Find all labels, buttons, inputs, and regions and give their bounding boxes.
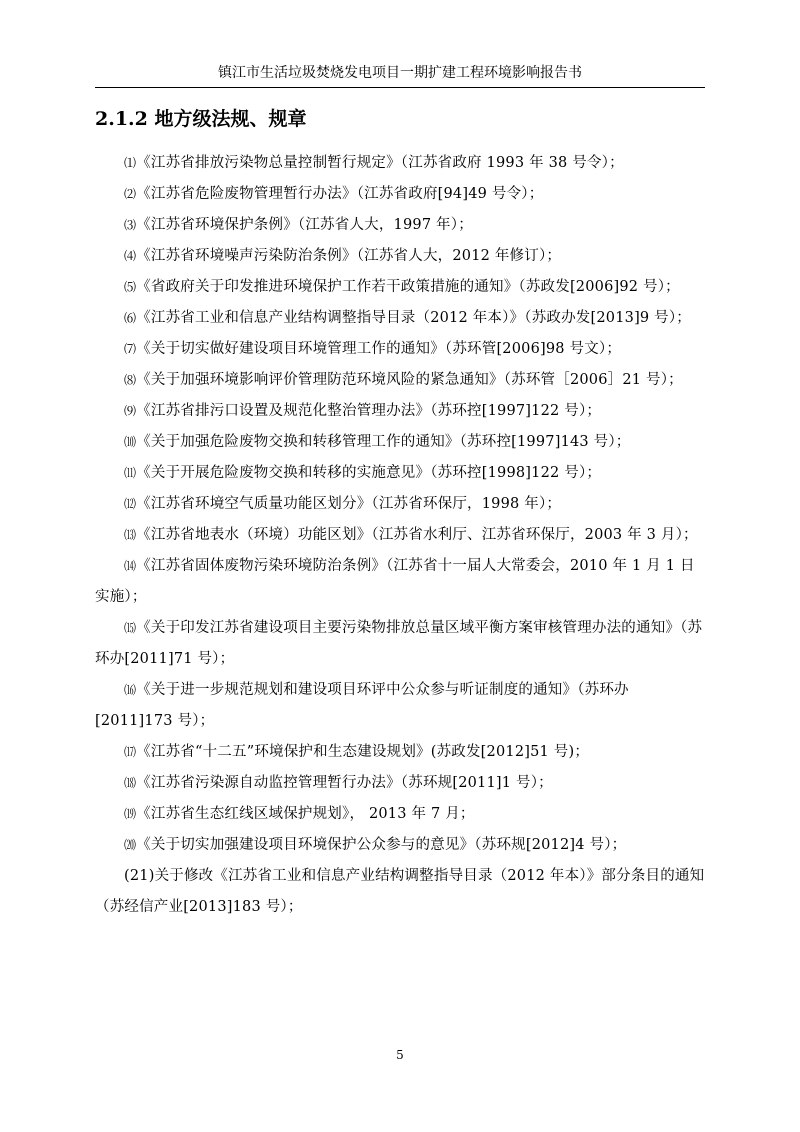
item-number: ⑻ — [124, 373, 137, 387]
item-text: 《关于加强危险废物交换和转移管理工作的通知》（苏环控[1997]143 号）； — [136, 434, 631, 450]
list-item — [95, 179, 705, 210]
item-number: ⒇ — [124, 838, 137, 852]
list-item — [95, 830, 705, 861]
item-number: ⑵ — [124, 187, 137, 201]
list-item — [95, 551, 705, 613]
item-text: 《江苏省固体废物污染环境防治条例》（江苏省十一届人大常委会，2010 年 1 月 1 日实施）； — [95, 558, 695, 605]
item-text: 关于修改《江苏省工业和信息产业结构调整指导目录（2012 年本）》部分条目的通知（苏经信产业[2013]183 号）； — [95, 868, 705, 915]
item-text: 《江苏省污染源自动监控管理暂行办法》（苏环规[2011]1 号）； — [136, 775, 553, 791]
item-text: 《省政府关于印发推进环境保护工作若干政策措施的通知》（苏政发[2006]92 号）； — [136, 279, 680, 295]
item-text: 《江苏省排污口设置及规范化整治管理办法》（苏环控[1997]122 号）； — [136, 403, 602, 419]
item-number: ⑽ — [124, 435, 137, 449]
item-text: 《江苏省环境保护条例》（江苏省人大，1997 年）； — [136, 217, 473, 233]
item-text: 《江苏省环境噪声污染防治条例》（江苏省人大，2012 年修订）； — [136, 248, 562, 264]
list-item — [95, 737, 705, 768]
list-item — [95, 675, 705, 737]
list-item — [95, 799, 705, 830]
section-title: 2.1.2 地方级法规、规章 — [95, 108, 307, 130]
item-number: ⒀ — [124, 528, 137, 542]
item-number: (21) — [124, 868, 155, 884]
item-text: 《关于开展危险废物交换和转移的实施意见》（苏环控[1998]122 号）； — [136, 465, 602, 481]
item-number: ⑼ — [124, 404, 137, 418]
list-item — [95, 768, 705, 799]
item-text: 《关于切实加强建设项目环境保护公众参与的意见》（苏环规[2012]4 号）； — [136, 837, 627, 853]
list-item — [95, 489, 705, 520]
item-text: 《江苏省工业和信息产业结构调整指导目录（2012 年本）》（苏政办发[2013]9 号）； — [136, 310, 692, 326]
list-item — [95, 303, 705, 334]
item-number: ⑸ — [124, 280, 137, 294]
item-text: 《关于切实做好建设项目环境管理工作的通知》（苏环管[2006]98 号文）； — [136, 341, 622, 357]
list-item — [95, 210, 705, 241]
item-text: 《江苏省生态红线区域保护规划》， 2013 年 7 月； — [136, 806, 475, 822]
item-number: ⑴ — [124, 156, 137, 170]
item-number: ⑾ — [124, 466, 137, 480]
list-item — [95, 427, 705, 458]
list-item — [95, 458, 705, 489]
item-number: ⑹ — [124, 311, 137, 325]
header-rule — [95, 87, 705, 88]
list-item — [95, 613, 705, 675]
page-number: 5 — [396, 1048, 404, 1062]
item-number: ⒅ — [124, 776, 137, 790]
item-number: ⑺ — [124, 342, 137, 356]
list-item — [95, 334, 705, 365]
item-text: 《关于进一步规范规划和建设项目环评中公众参与听证制度的通知》（苏环办[2011]173 号）； — [95, 682, 629, 729]
item-text: 《江苏省“十二五”环境保护和生态建设规划》(苏政发[2012]51 号)； — [136, 744, 590, 760]
list-item — [95, 148, 705, 179]
list-item — [95, 396, 705, 427]
item-number: ⑷ — [124, 249, 137, 263]
item-number: ⒂ — [124, 621, 137, 635]
regulation-list — [95, 148, 705, 923]
list-item — [95, 365, 705, 396]
item-text: 《关于加强环境影响评价管理防范环境风险的紧急通知》（苏环管［2006］21 号）； — [136, 372, 683, 388]
running-header: 镇江市生活垃圾焚烧发电项目一期扩建工程环境影响报告书 — [218, 65, 582, 81]
item-number: ⒆ — [124, 807, 137, 821]
item-number: ⑿ — [124, 497, 137, 511]
item-text: 《江苏省地表水（环境）功能区划》（江苏省水利厅、江苏省环保厅，2003 年 3 月）； — [136, 527, 698, 543]
list-item — [95, 520, 705, 551]
list-item — [95, 241, 705, 272]
list-item — [95, 272, 705, 303]
item-text: 《关于印发江苏省建设项目主要污染物排放总量区域平衡方案审核管理办法的通知》（苏环办[2011]71 号）； — [95, 620, 703, 667]
item-text: 《江苏省排放污染物总量控制暂行规定》（江苏省政府 1993 年 38 号令）； — [136, 155, 624, 171]
item-number: ⒁ — [124, 559, 137, 573]
item-text: 《江苏省环境空气质量功能区划分》（江苏省环保厅，1998 年）； — [136, 496, 562, 512]
list-item — [95, 861, 705, 923]
item-number: ⒃ — [124, 683, 137, 697]
item-text: 《江苏省危险废物管理暂行办法》（江苏省政府[94]49 号令）； — [136, 186, 544, 202]
item-number: ⒄ — [124, 745, 137, 759]
item-number: ⑶ — [124, 218, 137, 232]
